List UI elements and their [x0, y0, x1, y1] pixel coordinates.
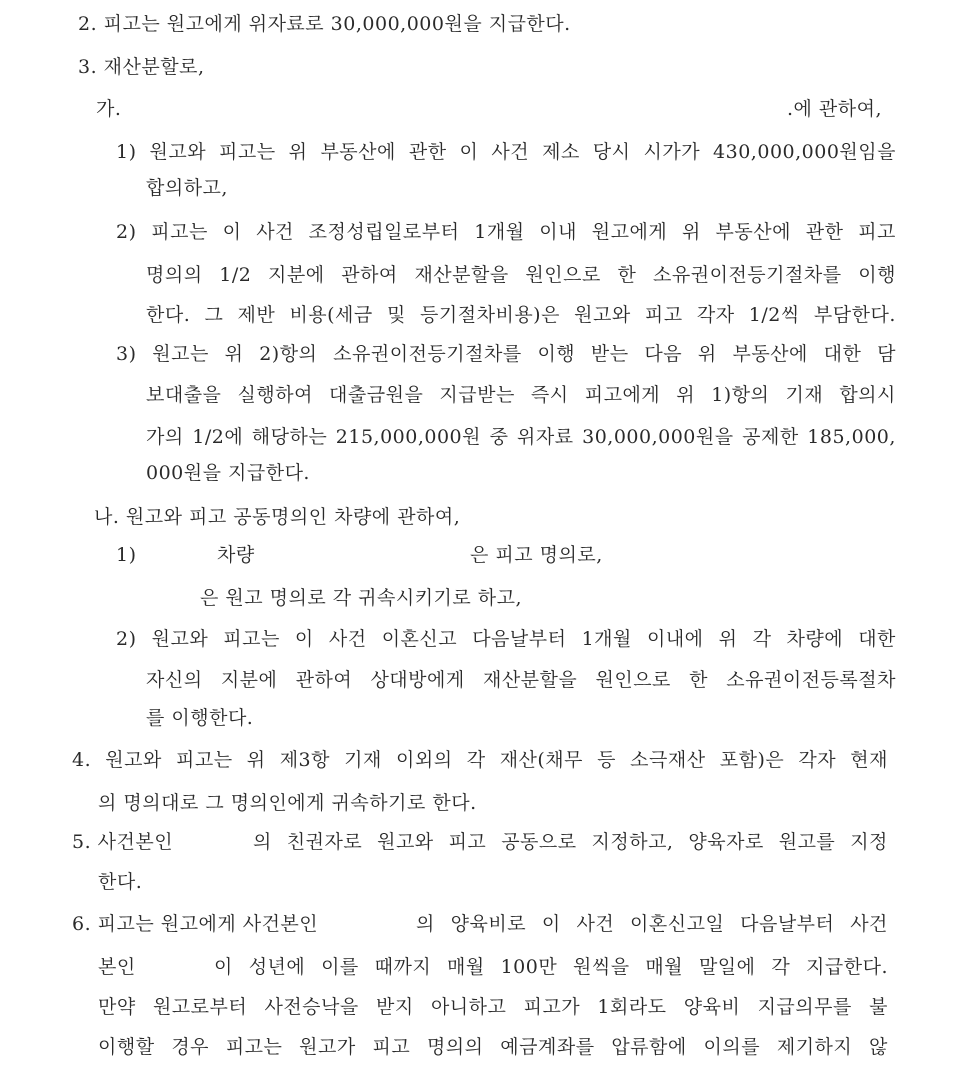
- word: 원인으로: [595, 669, 671, 691]
- clause-3-ga-1-line-1: [116, 140, 896, 164]
- word: 원고와: [105, 749, 162, 771]
- word: 피고는: [151, 221, 208, 243]
- word: 차량에: [786, 628, 844, 650]
- word: 30,000,000원을: [582, 426, 734, 448]
- word: 압류함에: [611, 1036, 687, 1058]
- word: 제3항: [279, 749, 330, 771]
- word: 피고는: [175, 749, 233, 771]
- word: 지급한다.: [806, 956, 888, 978]
- word: 430,000,000원임을: [713, 141, 896, 163]
- word: 사건: [576, 913, 615, 935]
- word: 피고는: [225, 1036, 283, 1058]
- word: 각자: [798, 749, 837, 771]
- word: 담: [877, 343, 896, 365]
- word: 재산분할을: [482, 669, 578, 691]
- word: 각: [752, 628, 772, 650]
- clause-3-ga-tail: .에 관하여,: [787, 98, 883, 120]
- word: 한다.: [146, 304, 191, 326]
- word: 등: [597, 749, 617, 771]
- clause-3-na-1-vehicle-label: 차량: [217, 544, 255, 566]
- clause-3-na-1-plaintiff-part: 은 원고 명의로 각 귀속시키기로 하고,: [200, 587, 523, 609]
- clause-3-na-heading: 나. 원고와 피고 공동명의인 차량에 관하여,: [94, 506, 461, 528]
- word: 친권자로: [286, 831, 363, 853]
- clause-3-na-1-defendant-part: 은 피고 명의로,: [470, 544, 603, 566]
- word: 원고는: [152, 343, 209, 365]
- clause-5-line-1-start: 5. 사건본인: [72, 831, 174, 853]
- word: 때까지: [374, 956, 432, 978]
- word: 받지: [375, 996, 414, 1018]
- clause-5-line-2: 한다.: [98, 871, 143, 893]
- word: 각: [466, 749, 486, 771]
- clause-3-na-2-line-3: 를 이행한다.: [146, 707, 254, 729]
- clause-3-ga-3-line-4: 000원을 지급한다.: [146, 462, 310, 484]
- word: 피고: [644, 304, 683, 326]
- word: 대한: [823, 343, 862, 365]
- word: 이: [294, 628, 314, 650]
- clause-6-line-4: [98, 1035, 888, 1059]
- clause-3-ga-2-line-2: [146, 263, 896, 287]
- word: 다음: [644, 343, 683, 365]
- word: 않: [869, 1036, 888, 1058]
- word: 지정하고,: [591, 831, 674, 853]
- word: 지급받는: [439, 384, 515, 406]
- word: 다음날부터: [472, 628, 567, 650]
- word: 2): [116, 221, 137, 243]
- word: 대출금원을: [329, 384, 424, 406]
- word: 1개월: [474, 221, 525, 243]
- word: 기재: [344, 749, 382, 771]
- word: 이의를: [703, 1036, 761, 1058]
- word: 관한: [805, 221, 844, 243]
- word: 피고: [858, 221, 896, 243]
- word: 사건: [850, 913, 888, 935]
- clause-2-line: 2. 피고는 원고에게 위자료로 30,000,000원을 지급한다.: [78, 13, 571, 35]
- word: 부동산에: [715, 221, 791, 243]
- word: 공동으로: [501, 831, 577, 853]
- word: 피고: [372, 1036, 411, 1058]
- word: 1개월: [581, 628, 632, 650]
- word: 피고에게: [584, 384, 661, 406]
- word: 1): [116, 141, 137, 163]
- word: 피고는: [223, 628, 280, 650]
- word: 매월: [645, 956, 684, 978]
- word: 위: [676, 384, 696, 406]
- word: 피고가: [523, 996, 581, 1018]
- word: 기재: [785, 384, 824, 406]
- word: 양육비: [683, 996, 741, 1018]
- word: 한: [689, 669, 709, 691]
- word: 그: [204, 304, 224, 326]
- word: 시가가: [643, 141, 701, 163]
- word: 말일에: [698, 956, 756, 978]
- word: 공제한: [742, 426, 799, 448]
- word: 위: [681, 221, 701, 243]
- word: 위자료: [516, 426, 574, 448]
- word: 양육자로: [688, 831, 764, 853]
- clause-3-na-2-line-1: [116, 627, 896, 651]
- word: 원고에게: [591, 221, 668, 243]
- clause-3-ga-3-line-3: [146, 425, 896, 449]
- word: 자신의: [146, 669, 203, 691]
- clause-6-line-1-start: 6. 피고는 원고에게 사건본인: [72, 913, 319, 935]
- word: 215,000,000원: [335, 426, 481, 448]
- word: 예금계좌를: [500, 1036, 595, 1058]
- word: 관하여: [295, 669, 353, 691]
- word: 3): [116, 343, 137, 365]
- word: 등기절차비용)은: [420, 304, 560, 326]
- word: 이혼신고: [381, 628, 458, 650]
- word: 만약: [98, 996, 136, 1018]
- word: 사건: [256, 221, 294, 243]
- word: 즉시: [530, 384, 569, 406]
- word: 위: [718, 628, 738, 650]
- word: 원고로부터: [152, 996, 248, 1018]
- word: 각: [771, 956, 791, 978]
- word: 제기하지: [776, 1036, 853, 1058]
- word: 지분에: [220, 669, 278, 691]
- word: 이행할: [98, 1036, 155, 1058]
- word: 부동산에: [320, 141, 396, 163]
- word: 위: [246, 749, 266, 771]
- word: 사건: [328, 628, 367, 650]
- word: 피고: [448, 831, 487, 853]
- word: 이: [459, 141, 479, 163]
- word: 재산(채무: [499, 749, 584, 771]
- word: 관하여: [341, 264, 398, 286]
- clause-6-line-1-rest: [416, 912, 888, 936]
- word: 이를: [321, 956, 359, 978]
- word: 관한: [408, 141, 447, 163]
- word: 당시: [592, 141, 631, 163]
- clause-3-ga-2-line-1: [116, 220, 896, 244]
- clause-6-line-2-start: 본인: [98, 956, 136, 978]
- word: 상대방에게: [370, 669, 465, 691]
- clause-6-line-3: [98, 995, 888, 1019]
- word: 4.: [72, 749, 92, 771]
- word: 부동산에: [732, 343, 808, 365]
- word: 이행: [858, 264, 896, 286]
- clause-3-ga-1-line-2: 합의하고,: [146, 177, 228, 199]
- word: 포함)은: [719, 749, 785, 771]
- word: 사전승낙을: [264, 996, 359, 1018]
- word: 1/2: [219, 264, 252, 286]
- word: 지분에: [267, 264, 325, 286]
- word: 원고와: [377, 831, 434, 853]
- word: 185,000,: [807, 426, 896, 448]
- word: 위: [224, 343, 244, 365]
- word: 1회라도: [597, 996, 667, 1018]
- word: 의: [253, 831, 272, 853]
- word: 이: [214, 956, 233, 978]
- word: 부담한다.: [813, 304, 896, 326]
- word: 실행하여: [237, 384, 313, 406]
- word: 재산분할을: [414, 264, 509, 286]
- word: 소유권이전등기절차를: [653, 264, 842, 286]
- clause-3-na-1-number: 1): [116, 544, 137, 566]
- word: 이행: [537, 343, 576, 365]
- word: 다음날부터: [740, 913, 835, 935]
- word: 경우: [171, 1036, 210, 1058]
- word: 제소: [542, 141, 580, 163]
- word: 아니하고: [430, 996, 507, 1018]
- clause-3-na-2-line-2: [146, 668, 896, 692]
- word: 비용(세금: [289, 304, 373, 326]
- word: 이외의: [395, 749, 453, 771]
- word: 이: [541, 913, 561, 935]
- clause-4-line-2: 의 명의대로 그 명의인에게 귀속하기로 한다.: [98, 792, 477, 814]
- word: 제반: [237, 304, 276, 326]
- word: 가의: [146, 426, 184, 448]
- word: 원고와: [149, 141, 207, 163]
- word: 이: [222, 221, 242, 243]
- word: 조정성립일로부터: [308, 221, 460, 243]
- word: 2)항의: [259, 343, 318, 365]
- word: 1/2씩: [748, 304, 800, 326]
- word: 명의의: [426, 1036, 484, 1058]
- word: 원고와: [574, 304, 631, 326]
- word: 원고와: [151, 628, 209, 650]
- word: 받는: [590, 343, 629, 365]
- word: 위: [697, 343, 717, 365]
- word: 2): [116, 628, 137, 650]
- word: 합의시: [839, 384, 896, 406]
- clause-3-ga-3-line-1: [116, 342, 896, 366]
- word: 대한: [858, 628, 896, 650]
- word: 원인으로: [525, 264, 601, 286]
- word: 원씩을: [573, 956, 630, 978]
- word: 1/2에: [192, 426, 244, 448]
- word: 및: [386, 304, 406, 326]
- word: 사건: [491, 141, 530, 163]
- word: 소극재산: [630, 749, 706, 771]
- word: 100만: [500, 956, 558, 978]
- word: 보대출을: [146, 384, 222, 406]
- word: 양육비로: [450, 913, 527, 935]
- word: 이혼신고일: [630, 913, 725, 935]
- word: 한: [617, 264, 637, 286]
- word: 소유권이전등록절차: [726, 669, 896, 691]
- word: 이내에: [646, 628, 704, 650]
- word: 중: [489, 426, 509, 448]
- word: 소유권이전등기절차를: [333, 343, 522, 365]
- clause-3-ga-label: 가.: [96, 98, 122, 120]
- word: 매월: [447, 956, 485, 978]
- word: 원고를: [778, 831, 836, 853]
- word: 위: [288, 141, 308, 163]
- word: 해당하는: [251, 426, 328, 448]
- word: 지정: [850, 831, 888, 853]
- clause-4-line-1: [72, 748, 888, 772]
- clause-3-ga-3-line-2: [146, 383, 896, 407]
- clause-5-line-1-rest: [253, 830, 888, 854]
- word: 1)항의: [711, 384, 770, 406]
- word: 이내: [539, 221, 578, 243]
- clause-3-heading: 3. 재산분할로,: [78, 56, 205, 78]
- word: 불: [869, 996, 888, 1018]
- clause-6-line-2-rest: [214, 955, 888, 979]
- word: 지급의무를: [757, 996, 852, 1018]
- word: 성년에: [248, 956, 306, 978]
- word: 현재: [850, 749, 888, 771]
- clause-3-ga-2-line-3: [146, 303, 896, 327]
- word: 원고가: [299, 1036, 356, 1058]
- word: 명의의: [146, 264, 203, 286]
- word: 피고는: [219, 141, 276, 163]
- word: 각자: [696, 304, 735, 326]
- word: 의: [416, 913, 435, 935]
